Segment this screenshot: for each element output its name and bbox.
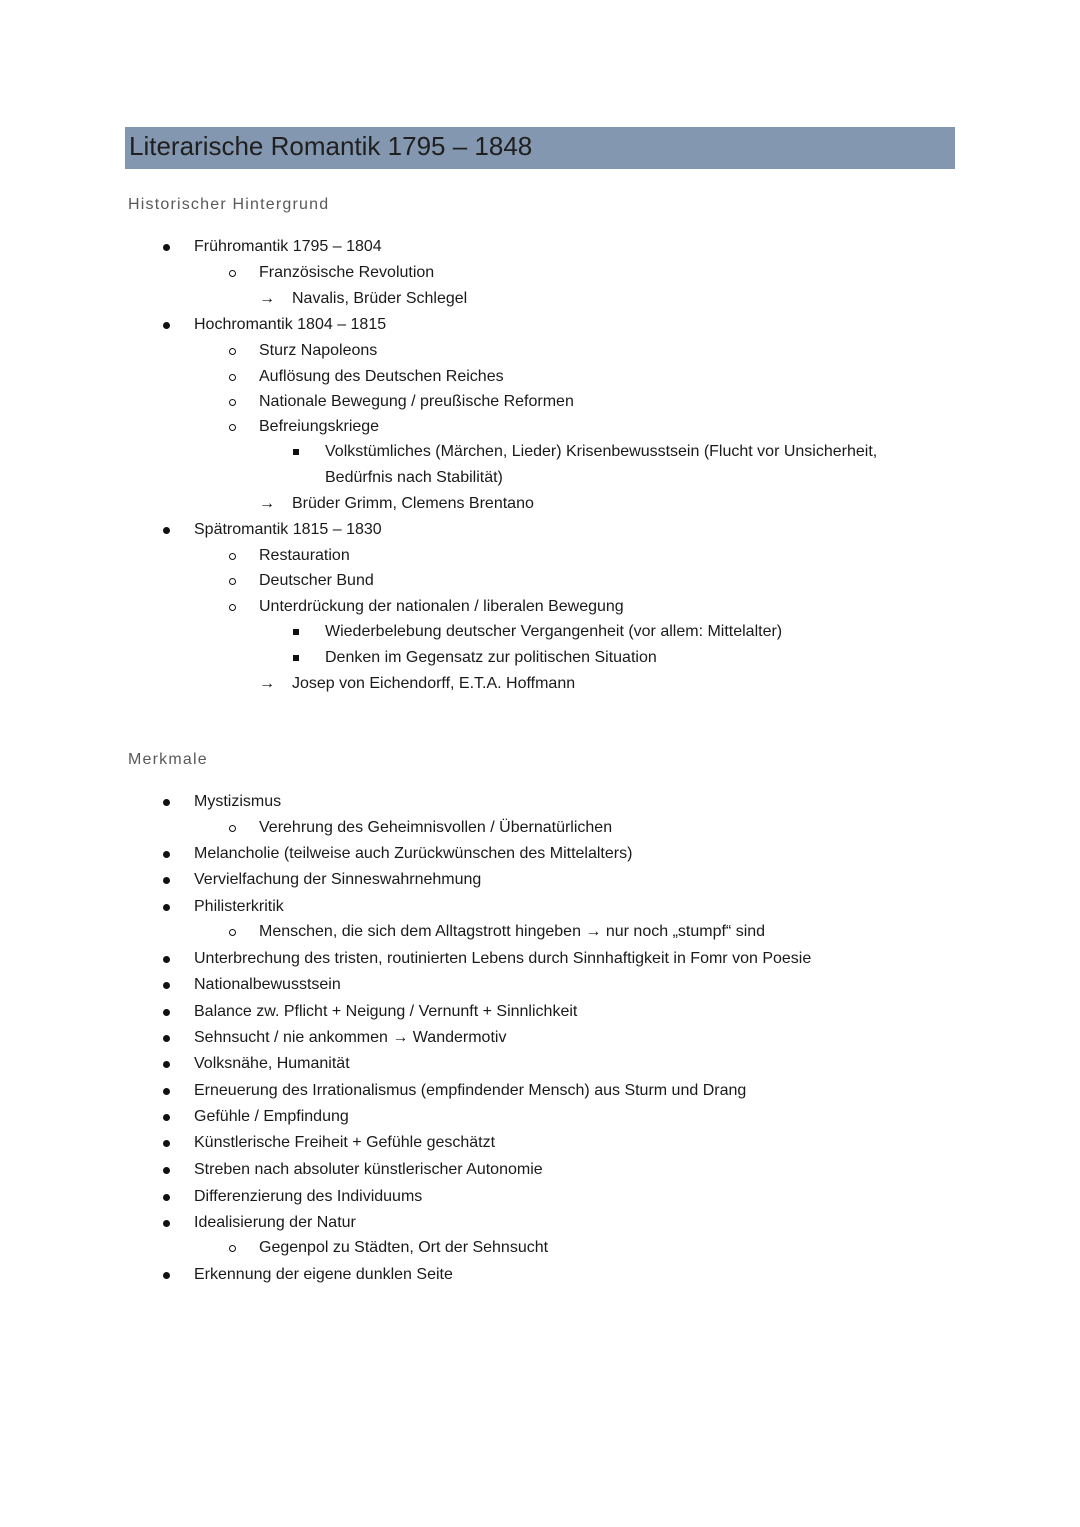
list-item: Künstlerische Freiheit + Gefühle geschätzt [194,1134,496,1151]
bullet-dot [160,975,172,995]
arrow-icon: → [259,675,275,692]
bullet-circle [226,1238,238,1258]
bullet-circle [226,818,238,838]
bullet-square [290,442,302,462]
list-item: Deutscher Bund [259,572,374,589]
bullet-square [290,622,302,642]
bullet-circle [226,263,238,283]
bullet-dot [160,1054,172,1074]
bullet-dot [160,520,172,540]
bullet-circle [226,392,238,412]
bullet-circle [226,597,238,617]
bullet-circle [226,922,238,942]
bullet-dot [160,1213,172,1233]
bullet-circle [226,417,238,437]
page-title: Literarische Romantik 1795 – 1848 [129,131,533,161]
list-item: Erneuerung des Irrationalismus (empfindender Mensch) aus Sturm und Drang [194,1082,747,1099]
list-item: Balance zw. Pflicht + Neigung / Vernunft + Sinnlichkeit [194,1003,578,1020]
list-item: Hochromantik 1804 – 1815 [194,316,387,333]
list-item: Restauration [259,547,350,564]
list-item: Sehnsucht / nie ankommen → Wandermotiv [194,1029,507,1046]
bullet-dot [160,844,172,864]
section-heading-historical: Historischer Hintergrund [128,196,330,213]
list-item: Josep von Eichendorff, E.T.A. Hoffmann [292,675,576,692]
list-item: Französische Revolution [259,264,435,281]
bullet-dot [160,870,172,890]
list-item: Nationale Bewegung / preußische Reformen [259,393,574,410]
list-item: Idealisierung der Natur [194,1214,356,1231]
bullet-dot [160,237,172,257]
list-item: Wiederbelebung deutscher Vergangenheit (vor allem: Mittelalter) [325,623,783,640]
list-item: Frühromantik 1795 – 1804 [194,238,382,255]
section-heading-features: Merkmale [128,751,208,768]
bullet-circle [226,367,238,387]
list-item: Philisterkritik [194,898,284,915]
list-item: Melancholie (teilweise auch Zurückwünschen des Mittelalters) [194,845,633,862]
list-item: Differenzierung des Individuums [194,1188,423,1205]
list-item: Navalis, Brüder Schlegel [292,290,468,307]
bullet-circle [226,341,238,361]
list-item: Mystizismus [194,793,282,810]
list-item: Vervielfachung der Sinneswahrnehmung [194,871,482,888]
arrow-icon: → [259,495,275,512]
bullet-dot [160,1187,172,1207]
bullet-square [290,648,302,668]
list-item: Nationalbewusstsein [194,976,341,993]
bullet-dot [160,792,172,812]
list-item: Unterdrückung der nationalen / liberalen Bewegung [259,598,624,615]
title-bar [125,127,955,169]
bullet-dot [160,315,172,335]
bullet-dot [160,949,172,969]
list-item: Denken im Gegensatz zur politischen Situation [325,649,657,666]
list-item: Erkennung der eigene dunklen Seite [194,1266,453,1283]
list-item: Volkstümliches (Märchen, Lieder) Krisenbewusstsein (Flucht vor Unsicherheit, [325,443,878,460]
list-item: Unterbrechung des tristen, routinierten Lebens durch Sinnhaftigkeit in Fomr von Poesie [194,950,812,967]
bullet-dot [160,1107,172,1127]
bullet-circle [226,571,238,591]
bullet-dot [160,897,172,917]
bullet-dot [160,1133,172,1153]
bullet-dot [160,1028,172,1048]
list-item: Streben nach absoluter künstlerischer Autonomie [194,1161,543,1178]
bullet-dot [160,1002,172,1022]
list-item: Auflösung des Deutschen Reiches [259,368,504,385]
bullet-dot [160,1160,172,1180]
list-item: Befreiungskriege [259,418,380,435]
list-item: Spätromantik 1815 – 1830 [194,521,382,538]
arrow-icon: → [259,290,275,307]
list-item: Verehrung des Geheimnisvollen / Übernatürlichen [259,819,613,836]
list-item: Gegenpol zu Städten, Ort der Sehnsucht [259,1239,549,1256]
bullet-dot [160,1081,172,1101]
list-item: Sturz Napoleons [259,342,378,359]
list-item: Menschen, die sich dem Alltagstrott hingeben → nur noch „stumpf“ sind [259,923,766,940]
bullet-circle [226,546,238,566]
list-item: Volksnähe, Humanität [194,1055,350,1072]
list-item: Brüder Grimm, Clemens Brentano [292,495,534,512]
list-item: Gefühle / Empfindung [194,1108,349,1125]
bullet-dot [160,1265,172,1285]
list-item-continuation: Bedürfnis nach Stabilität) [325,469,503,486]
